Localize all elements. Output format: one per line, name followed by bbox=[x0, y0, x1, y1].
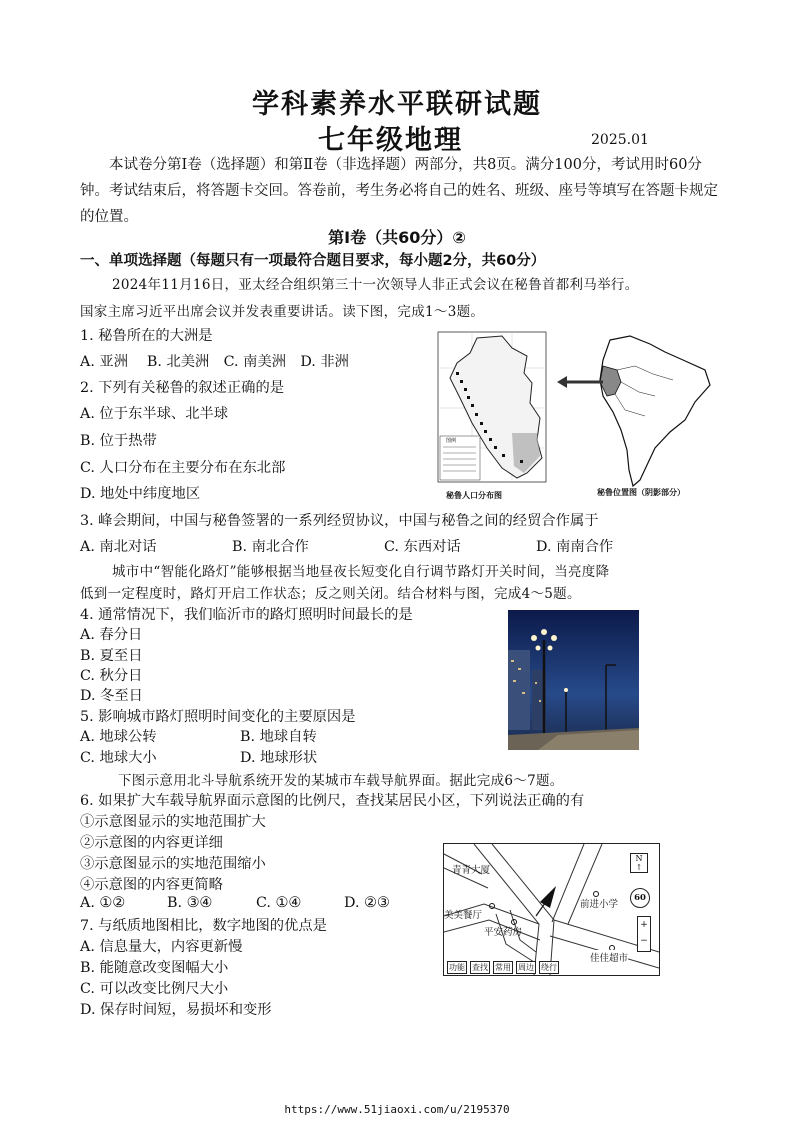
q5-option-c: C. 地球大小 bbox=[80, 750, 157, 766]
part-title: 一、单项选择题（每题只有一项最符合题目要求，每小题2分，共60分） bbox=[80, 253, 546, 269]
q5-option-a: A. 地球公转 bbox=[80, 729, 157, 745]
q6-statement-1: ①示意图显示的实地范围扩大 bbox=[80, 814, 266, 830]
q4-option-c: C. 秋分日 bbox=[80, 668, 143, 684]
q5-option-d: D. 地球形状 bbox=[240, 750, 318, 766]
section-title: 第Ⅰ卷（共60分）② bbox=[328, 228, 466, 247]
north-label: N bbox=[635, 854, 643, 863]
intro-1-line-2: 国家主席习近平出席会议并发表重要讲话。读下图，完成1～3题。 bbox=[80, 304, 485, 320]
q2-option-b: B. 位于热带 bbox=[80, 433, 157, 449]
q7-option-a: A. 信息量大，内容更新慢 bbox=[80, 939, 243, 955]
q3-option-d: D. 南南合作 bbox=[536, 539, 614, 555]
q1-stem: 1. 秘鲁所在的大洲是 bbox=[80, 328, 213, 344]
nav-label-qianjin: 前进小学 bbox=[580, 899, 619, 910]
intro-2-line-1: 城市中“智能化路灯”能够根据当地昼夜长短变化自行调节路灯开关时间，当亮度降 bbox=[112, 564, 610, 580]
zoom-control[interactable] bbox=[637, 916, 651, 952]
nav-button-detour[interactable]: 绕行 bbox=[541, 963, 557, 972]
q6-option-c: C. ①④ bbox=[256, 895, 302, 911]
intro-1-line-1: 2024年11月16日，亚太经合组织第三十一次领导人非正式会议在秘鲁首都利马举行。 bbox=[112, 277, 639, 293]
footer-url[interactable]: https://www.51jiaoxi.com/u/2195370 bbox=[284, 1103, 510, 1116]
peru-map-caption: 秘鲁人口分布图 bbox=[446, 491, 502, 500]
intro-2-line-2: 低到一定程度时，路灯开启工作状态；反之则关闭。结合材料与图，完成4～5题。 bbox=[80, 586, 581, 602]
q6-statement-2: ②示意图的内容更详细 bbox=[80, 835, 223, 851]
q3-stem: 3. 峰会期间，中国与秘鲁签署的一系列经贸协议，中国与秘鲁之间的经贸合作属于 bbox=[80, 513, 599, 529]
q6-option-a: A. ①② bbox=[80, 895, 126, 911]
q3-option-c: C. 东西对话 bbox=[384, 539, 461, 555]
exam-title: 学科素养水平联研试题 bbox=[252, 89, 542, 120]
q5-stem: 5. 影响城市路灯照明时间变化的主要原因是 bbox=[80, 709, 356, 725]
nav-button-frequent[interactable]: 常用 bbox=[495, 963, 511, 972]
south-america-map bbox=[555, 330, 725, 502]
nav-toolbar bbox=[447, 961, 559, 974]
zoom-out-icon[interactable]: − bbox=[640, 936, 648, 946]
q2-stem: 2. 下列有关秘鲁的叙述正确的是 bbox=[80, 380, 285, 396]
instructions: 本试卷分第Ⅰ卷（选择题）和第Ⅱ卷（非选择题）两部分，共8页。满分100分，考试用时60分钟。考试结束后，将答题卡交回。答卷前，考生务必将自己的姓名、班级、座号等填写在答题卡规定的位置。 bbox=[80, 157, 718, 225]
north-compass-button[interactable] bbox=[630, 853, 648, 873]
zoom-in-icon[interactable]: + bbox=[640, 920, 648, 930]
nav-label-meimei: 美美餐厅 bbox=[444, 910, 483, 921]
q4-option-b: B. 夏至日 bbox=[80, 648, 143, 664]
nav-button-function[interactable]: 功能 bbox=[449, 963, 465, 972]
q4-option-a: A. 春分日 bbox=[80, 627, 143, 643]
intro-3: 下图示意用北斗导航系统开发的某城市车载导航界面。据此完成6～7题。 bbox=[118, 773, 564, 789]
q3-option-b: B. 南北合作 bbox=[232, 539, 309, 555]
q4-option-d: D. 冬至日 bbox=[80, 688, 143, 704]
nav-button-nearby[interactable]: 周边 bbox=[518, 963, 534, 972]
exam-date: 2025.01 bbox=[591, 132, 649, 148]
sa-map-caption: 秘鲁位置图（阴影部分） bbox=[597, 488, 685, 497]
street-light-photo bbox=[508, 610, 639, 750]
q2-option-c: C. 人口分布在主要分布在东北部 bbox=[80, 460, 286, 476]
q6-option-d: D. ②③ bbox=[344, 895, 390, 911]
q7-stem: 7. 与纸质地图相比，数字地图的优点是 bbox=[80, 918, 327, 934]
q7-option-d: D. 保存时间短，易损坏和变形 bbox=[80, 1002, 272, 1018]
q4-stem: 4. 通常情况下，我们临沂市的路灯照明时间最长的是 bbox=[80, 607, 413, 623]
q6-stem: 6. 如果扩大车载导航界面示意图的比例尺，查找某居民小区，下列说法正确的有 bbox=[80, 793, 585, 809]
exam-subject: 七年级地理 bbox=[318, 125, 463, 156]
q5-option-b: B. 地球自转 bbox=[240, 729, 317, 745]
peru-population-map bbox=[432, 328, 552, 503]
q1-options: A. 亚洲 B. 北美洲 C. 南美洲 D. 非洲 bbox=[80, 354, 349, 370]
q2-option-d: D. 地处中纬度地区 bbox=[80, 486, 201, 502]
q6-statement-3: ③示意图显示的实地范围缩小 bbox=[80, 856, 266, 872]
nav-label-jiajia: 佳佳超市 bbox=[590, 950, 628, 964]
q2-option-a: A. 位于东半球、北半球 bbox=[80, 406, 229, 422]
nav-button-search[interactable]: 查找 bbox=[472, 963, 488, 972]
car-navigation-map bbox=[443, 843, 660, 976]
q6-option-b: B. ③④ bbox=[167, 895, 213, 911]
q6-statement-4: ④示意图的内容更简略 bbox=[80, 877, 223, 893]
q7-option-b: B. 能随意改变图幅大小 bbox=[80, 960, 229, 976]
nav-label-pingan: 平安药房 bbox=[484, 927, 523, 938]
q3-option-a: A. 南北对话 bbox=[80, 539, 157, 555]
nav-label-qingqing: 青青大厦 bbox=[452, 865, 491, 876]
north-arrow-icon: ↑ bbox=[635, 863, 643, 872]
speed-limit-badge: 60 bbox=[630, 888, 650, 908]
q7-option-c: C. 可以改变比例尺大小 bbox=[80, 981, 229, 997]
peru-legend-title: 图例 bbox=[446, 438, 457, 444]
